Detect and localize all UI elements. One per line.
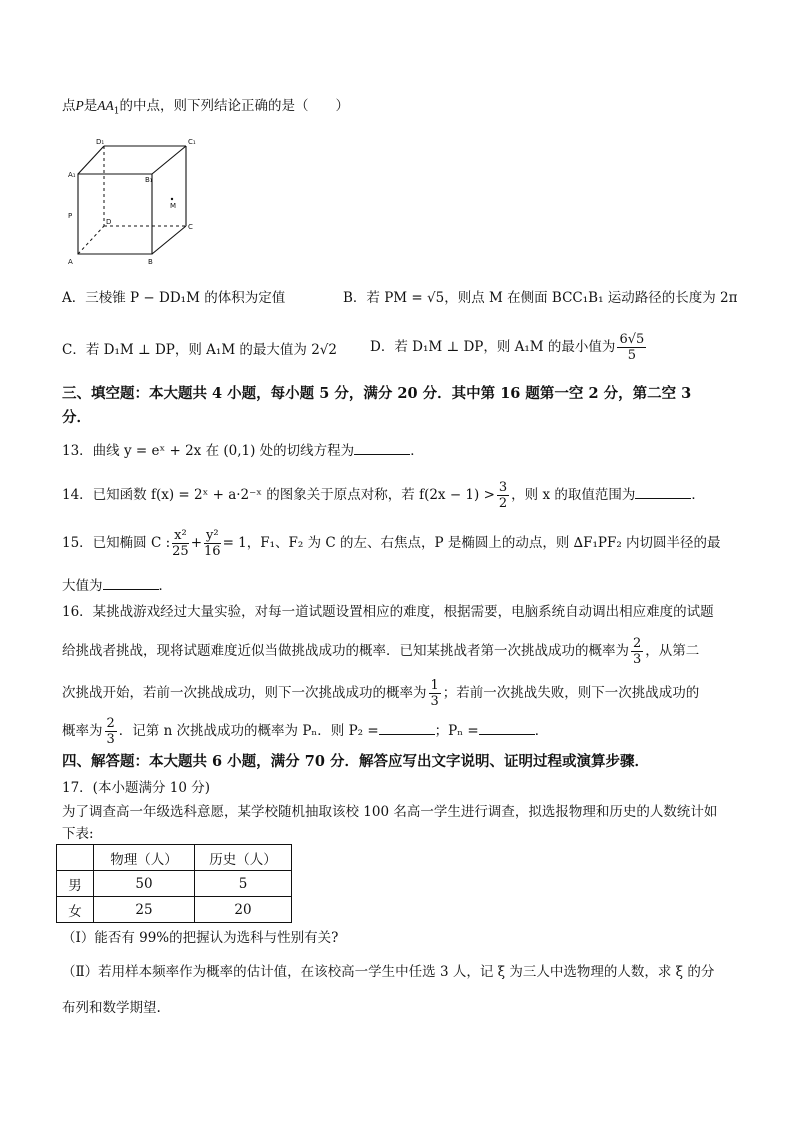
cube-hidden-ad — [78, 226, 104, 254]
option-b: B．若 PM = √5，则点 M 在侧面 BCC₁B₁ 运动路径的长度为 2π — [343, 290, 738, 306]
label-c1: C₁ — [188, 138, 196, 146]
question-15: 15．已知椭圆 C : $\frac{\text{x²}}{25}$ + $\frac{\text{y²}}{16}$ = 1，F₁、F₂ 为 C 的左、右焦点，P 是椭圆上的动点，则 ∆F₁PF₂ 内切圆半径的最 — [62, 528, 721, 559]
question-14: 14．已知函数 f(x) = 2ˣ + a·2⁻ˣ 的图象关于原点对称，若 f(2x − 1) > $\frac{3}{2}$ ，则 x 的取值范围为 ． — [62, 480, 705, 511]
table-header-row — [57, 845, 292, 871]
table-cell: 25 — [94, 897, 195, 923]
question-17-part2-line1: （Ⅱ）若用样本频率作为概率的估计值，在该校高一学生中任选 3 人，记 ξ 为三人中选物理的人数，求 ξ 的分 — [62, 964, 715, 980]
table-header-cell — [57, 845, 94, 871]
label-b: B — [148, 258, 153, 266]
label-a1: A₁ — [68, 171, 76, 179]
q12-stem: 点P是$AA_1$的中点，则下列结论正确的是（ ） — [62, 98, 349, 117]
question-16-line2: 给挑战者挑战，现将试题难度近似当做挑战成功的概率．已知某挑战者第一次挑战成功的概率为 $\frac{2}{3}$ ，从第二 — [62, 636, 700, 667]
label-a: A — [68, 258, 73, 266]
answer-blank — [103, 577, 159, 590]
option-d: D．若 D₁M ⊥ DP，则 A₁M 的最小值为 $\frac{6√5}{5}$ — [370, 332, 645, 363]
cube-figure — [60, 134, 200, 266]
table-header-cell: 物理（人） — [94, 845, 195, 871]
option-c: C．若 D₁M ⊥ DP，则 A₁M 的最大值为 2√2 — [62, 342, 338, 358]
table-cell: 女 — [57, 897, 94, 923]
answer-blank — [479, 722, 535, 735]
question-17-line1: 为了调查高一年级选科意愿，某学校随机抽取该校 100 名高一学生进行调查，拟选报物理和历史的人数统计如 — [62, 804, 718, 820]
table-cell: 20 — [195, 897, 292, 923]
question-17-part1: （Ⅰ）能否有 99%的把握认为选科与性别有关? — [62, 930, 339, 946]
question-17-header: 17．(本小题满分 10 分) — [62, 780, 210, 796]
question-16-line3: 次挑战开始，若前一次挑战成功，则下一次挑战成功的概率为 $\frac{1}{3}$ ；若前一次挑战失败，则下一次挑战成功的 — [62, 678, 700, 709]
question-16-line1: 16．某挑战游戏经过大量实验，对每一道试题设置相应的难度，根据需要，电脑系统自动调出相应难度的试题 — [62, 604, 714, 620]
cube-edge-a1d1 — [78, 146, 104, 174]
table-row — [57, 897, 292, 923]
section3-heading-line1: 三、填空题：本大题共 4 小题，每小题 5 分，满分 20 分．其中第 16 题第一空 2 分，第二空 3 — [62, 385, 692, 402]
data-table — [56, 844, 292, 923]
option-a: A．三棱锥 P − DD₁M 的体积为定值 — [62, 290, 286, 306]
label-m: M — [170, 202, 177, 210]
section4-heading: 四、解答题：本大题共 6 小题，满分 70 分．解答应写出文字说明、证明过程或演算步骤． — [62, 753, 649, 770]
table-cell: 50 — [94, 871, 195, 897]
table-cell: 男 — [57, 871, 94, 897]
label-b1: B₁ — [145, 176, 153, 184]
question-15-line2: 大值为 ． — [62, 578, 172, 594]
label-c: C — [188, 223, 193, 231]
answer-blank — [379, 722, 435, 735]
answer-blank — [635, 486, 691, 499]
cube-edge-bc — [152, 226, 186, 254]
label-p: P — [68, 212, 73, 220]
cube-edge-b1c1 — [152, 146, 186, 174]
table-cell: 5 — [195, 871, 292, 897]
section3-heading-line2: 分． — [62, 409, 91, 426]
label-d: D — [106, 218, 112, 226]
answer-blank — [354, 442, 410, 455]
question-16-line4: 概率为 $\frac{2}{3}$ ．记第 n 次挑战成功的概率为 Pₙ．则 P₂ = ；Pₙ = ． — [62, 716, 549, 747]
question-17-part2-line2: 布列和数学期望. — [62, 1000, 161, 1016]
table-row — [57, 871, 292, 897]
question-17-line2: 下表: — [62, 826, 94, 842]
label-d1: D₁ — [96, 138, 105, 146]
cube-front-face — [78, 174, 152, 254]
point-m — [171, 198, 173, 200]
question-13: 13．曲线 y = eˣ + 2x 在 (0,1) 处的切线方程为 ． — [62, 443, 424, 459]
table-header-cell: 历史（人） — [195, 845, 292, 871]
